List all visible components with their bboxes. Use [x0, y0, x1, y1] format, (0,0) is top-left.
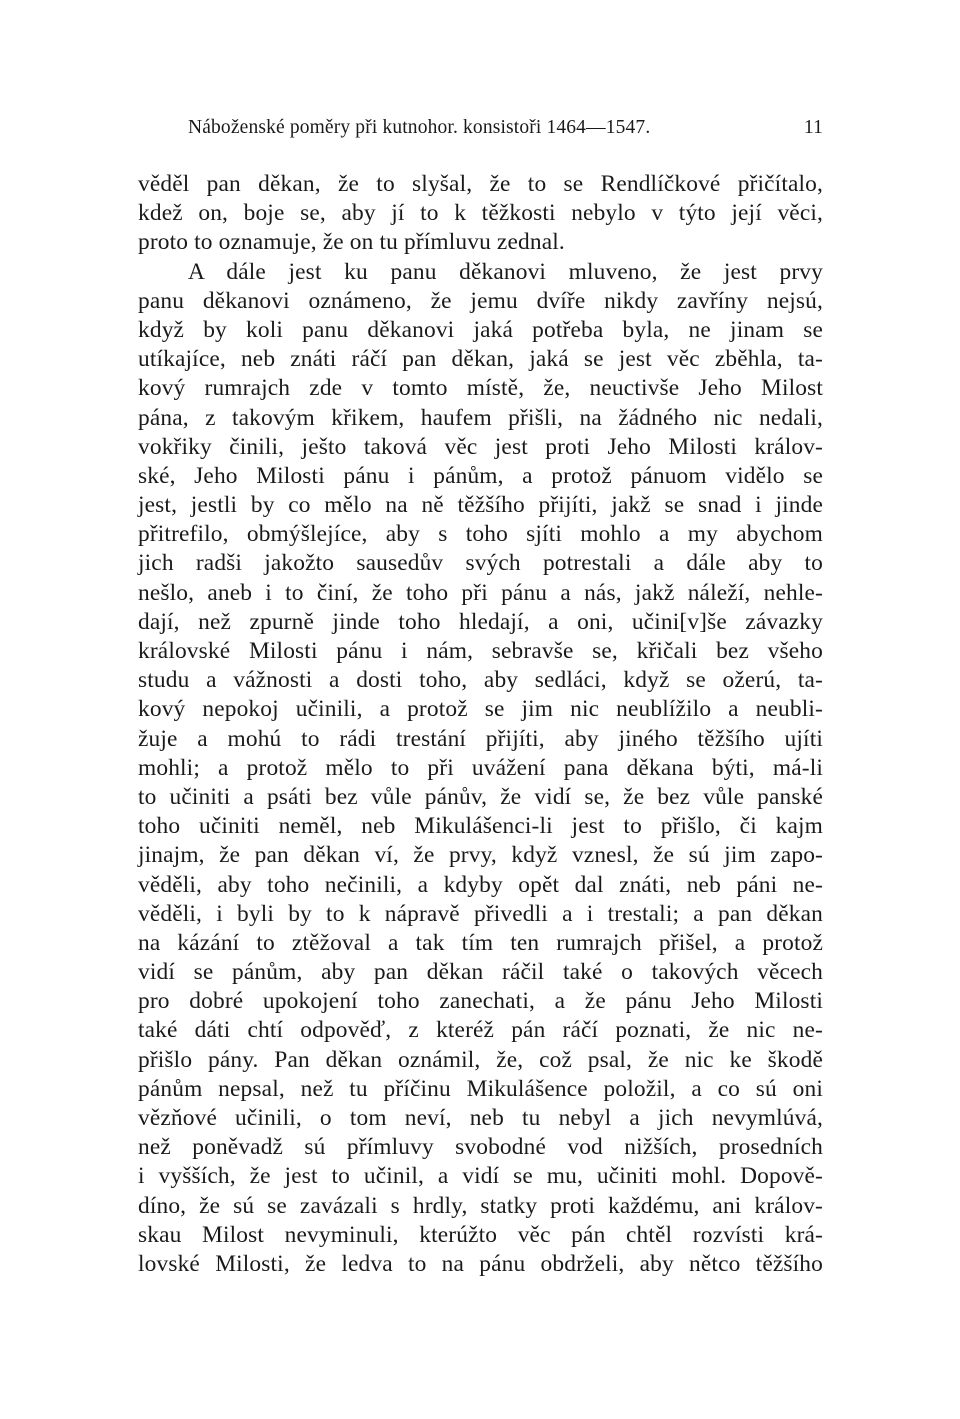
text-line: jest, jestli by co mělo na ně těžšího přijíti, jakž se snad i jinde — [138, 492, 823, 519]
text-line: lovské Milosti, že ledva to na pánu obdrželi, aby nětco těžšího — [138, 1250, 823, 1277]
text-line: vokřiky činili, ješto taková věc jest proti Jeho Milosti králov- — [138, 433, 823, 460]
running-header — [138, 113, 823, 143]
text-line: věděli, aby toho nečinili, a kdyby opět dal znáti, neb páni ne- — [138, 871, 823, 898]
text-line: věděl pan děkan, že to slyšal, že to se Rendlíčkové přičítalo, — [138, 171, 823, 197]
text-line: i vyšších, že jest to učinil, a vidí se mu, učiniti mohl. Dopově- — [138, 1163, 823, 1190]
text-line: také dáti chtí odpověď, z kteréž pán ráčí poznati, že nic ne- — [138, 1017, 823, 1044]
text-line: žuje a mohú to rádi trestání přijíti, aby jiného těžšího ujíti — [138, 725, 823, 752]
page-number: 11 — [803, 117, 823, 138]
text-line: skau Milost nevyminuli, kterúžto věc pán chtěl rozvísti krá- — [138, 1221, 823, 1248]
text-line: věděli, i byli by to k nápravě přivedli a i trestali; a pan děkan — [138, 900, 823, 927]
text-line: na kázání to ztěžoval a tak tím ten rumrajch přišel, a protož — [138, 929, 823, 956]
text-line: mohli; a protož mělo to při uvážení pana děkana býti, má-li — [138, 754, 823, 781]
text-line: kový nepokoj učinili, a protož se jim nic neublížilo a neubli- — [138, 696, 823, 723]
text-line: toho učiniti neměl, neb Mikulášenci-li jest to přišlo, či kajm — [138, 813, 823, 840]
text-line: to učiniti a psáti bez vůle pánův, že vidí se, že bez vůle panské — [138, 783, 823, 810]
text-line: vězňové učinili, o tom neví, neb tu nebyl a jich nevymlúvá, — [138, 1105, 823, 1131]
text-line: než poněvadž sú přímluvy svobodné vod nižších, prosedních — [138, 1134, 823, 1161]
text-line: kdež on, boje se, aby jí to k těžkosti nebylo v týto její věci, — [138, 200, 823, 227]
text-line: utíkajíce, neb znáti ráčí pan děkan, jaká se jest věc zběhla, ta- — [138, 346, 823, 373]
text-line: pána, z takovým křikem, haufem přišli, na žádného nic nedali, — [138, 404, 823, 431]
body-text — [138, 170, 823, 1279]
text-line: dají, než zpurně jinde toho hledají, a oni, učini[v]še závazky — [138, 608, 823, 635]
paragraph-first-line: A dále jest ku panu děkanovi mluveno, že jest prvy — [188, 258, 823, 285]
text-line: přišlo pány. Pan děkan oznámil, že, což psal, že nic ke škodě — [138, 1046, 823, 1073]
text-line: jinajm, že pan děkan ví, že prvy, když vznesl, že sú jim zapo- — [138, 842, 823, 869]
text-line: jich radši jakožto sausedův svých potrestali a dále aby to — [138, 550, 823, 577]
text-line: když by koli panu děkanovi jaká potřeba byla, ne jinam se — [138, 316, 823, 343]
text-line: panu děkanovi oznámeno, že jemu dvíře nikdy zavříny nejsú, — [138, 287, 823, 314]
text-line: proto to oznamuje, že on tu přímluvu zednal. — [138, 229, 565, 256]
text-line: královské Milosti pánu i nám, sebravše se, křičali bez všeho — [138, 638, 823, 664]
text-line: díno, že sú se zavázali s hrdly, statky proti každému, ani králov- — [138, 1192, 823, 1219]
text-line: ské, Jeho Milosti pánu i pánům, a protož pánuom vidělo se — [138, 462, 823, 489]
text-line: pro dobré upokojení toho zanechati, a že pánu Jeho Milosti — [138, 988, 823, 1015]
running-title: Náboženské poměry při kutnohor. konsistoři 1464—1547. — [188, 117, 651, 138]
text-line: kový rumrajch zde v tomto místě, že, neuctivše Jeho Milost — [138, 375, 823, 402]
text-line: nešlo, aneb i to činí, že toho při pánu a nás, jakž náleží, nehle- — [138, 579, 823, 606]
text-line: studu a vážnosti a dosti toho, aby sedláci, když se ožerú, ta- — [138, 667, 823, 694]
text-line: vidí se pánům, aby pan děkan ráčil také o takových věcech — [138, 959, 823, 986]
text-line: přitrefilo, obmýšlejíce, aby s toho sjíti mohlo a my abychom — [138, 521, 823, 548]
text-line: pánům nepsal, než tu příčinu Mikulášence položil, a co sú oni — [138, 1075, 823, 1102]
